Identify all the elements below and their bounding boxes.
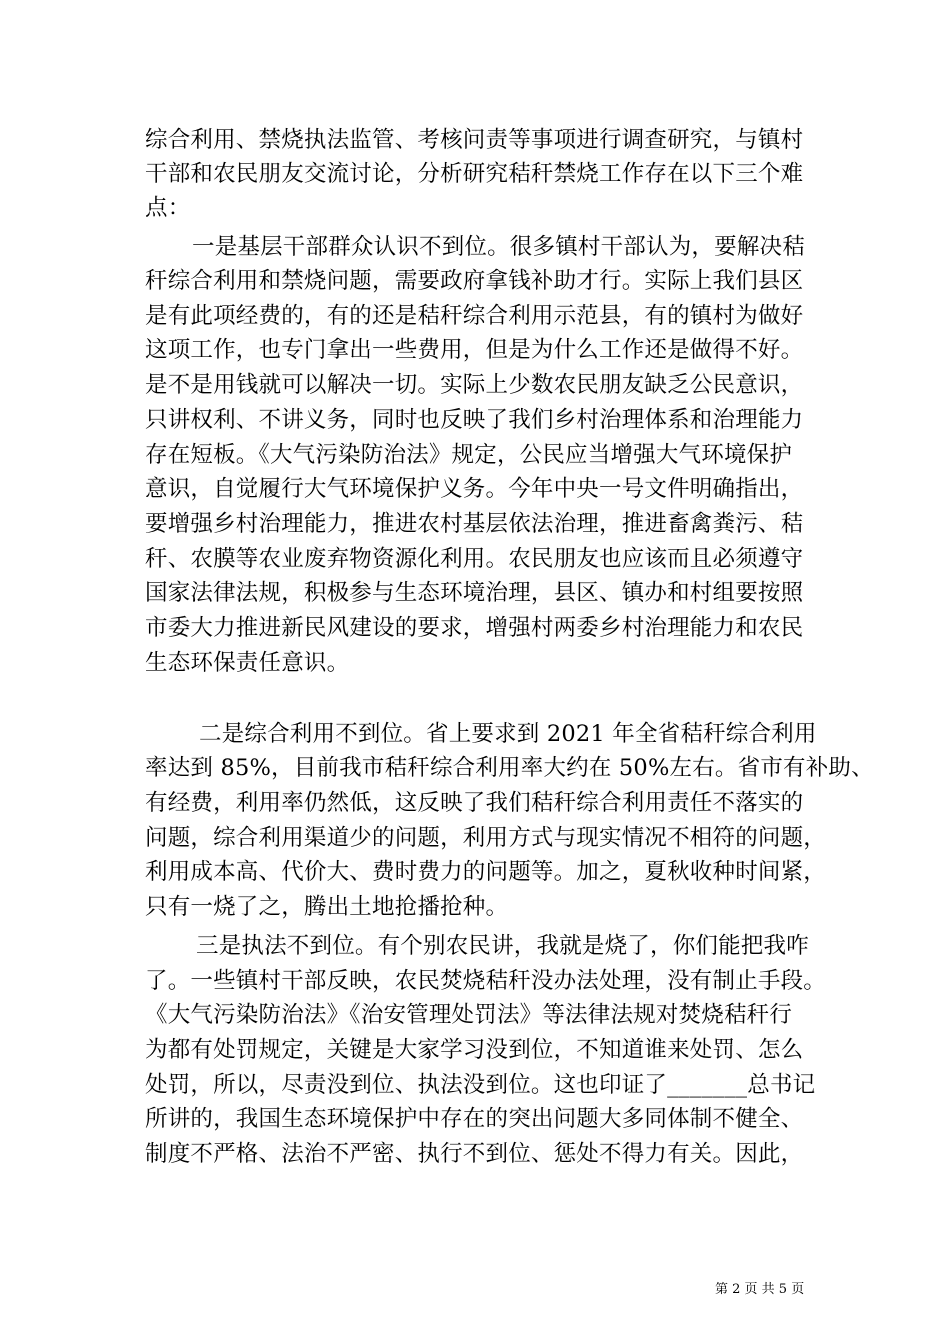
text-line: 国家法律法规，积极参与生态环境治理，县区、镇办和村组要按照: [145, 580, 804, 606]
text-line: 《大气污染防治法》《治安管理处罚法》等法律法规对焚烧秸秆行: [145, 1002, 793, 1028]
text-line: 只有一烧了之，腾出土地抢播抢种。: [145, 894, 509, 920]
text-line: 市委大力推进新民风建设的要求，增强村两委乡村治理能力和农民: [145, 615, 804, 641]
text-line: 处罚，所以，尽责没到位、执法没到位。这也印证了_______总书记: [145, 1072, 816, 1098]
text-line: 秆综合利用和禁烧问题，需要政府拿钱补助才行。实际上我们县区: [145, 268, 804, 294]
text-line: 为都有处罚规定，关键是大家学习没到位，不知道谁来处罚、怎么: [145, 1037, 804, 1063]
text-line: 意识，自觉履行大气环境保护义务。今年中央一号文件明确指出，: [145, 476, 804, 502]
text-line: 率达到 85%，目前我市秸秆综合利用率大约在 50%左右。省市有补助、: [145, 755, 874, 781]
text-line: 所讲的，我国生态环境保护中存在的突出问题大多同体制不健全、: [145, 1106, 804, 1132]
text-line: 制度不严格、法治不严密、执行不到位、惩处不得力有关。因此，: [145, 1141, 804, 1167]
text-line: 存在短板。《大气污染防治法》规定，公民应当增强大气环境保护: [145, 442, 793, 468]
text-line: 是有此项经费的，有的还是秸秆综合利用示范县，有的镇村为做好: [145, 303, 804, 329]
text-line: 这项工作，也专门拿出一些费用，但是为什么工作还是做得不好。: [145, 337, 804, 363]
paragraph-start-line: 三是执法不到位。有个别农民讲，我就是烧了，你们能把我咋: [196, 933, 809, 959]
text-line: 要增强乡村治理能力，推进农村基层依法治理，推进畜禽粪污、秸: [145, 511, 804, 537]
text-line: 点：: [145, 195, 191, 221]
text-line: 综合利用、禁烧执法监管、考核问责等事项进行调查研究，与镇村: [145, 127, 804, 153]
page-number: 第 2 页 共 5 页: [715, 1282, 805, 1297]
paragraph-start-line: 一是基层干部群众认识不到位。很多镇村干部认为，要解决秸: [192, 234, 805, 260]
text-line: 有经费，利用率仍然低，这反映了我们秸秆综合利用责任不落实的: [145, 790, 804, 816]
paragraph-start-line: 二是综合利用不到位。省上要求到 2021 年全省秸秆综合利用: [199, 721, 817, 747]
text-line: 只讲权利、不讲义务，同时也反映了我们乡村治理体系和治理能力: [145, 407, 804, 433]
text-line: 是不是用钱就可以解决一切。实际上少数农民朋友缺乏公民意识，: [145, 372, 804, 398]
text-line: 了。一些镇村干部反映，农民焚烧秸秆没办法处理，没有制止手段。: [145, 968, 827, 994]
text-line: 秆、农膜等农业废弃物资源化利用。农民朋友也应该而且必须遵守: [145, 546, 804, 572]
text-line: 干部和农民朋友交流讨论，分析研究秸秆禁烧工作存在以下三个难: [145, 161, 804, 187]
text-line: 问题，综合利用渠道少的问题，利用方式与现实情况不相符的问题，: [145, 825, 827, 851]
text-line: 生态环保责任意识。: [145, 650, 350, 676]
text-line: 利用成本高、代价大、费时费力的问题等。加之，夏秋收种时间紧，: [145, 859, 827, 885]
